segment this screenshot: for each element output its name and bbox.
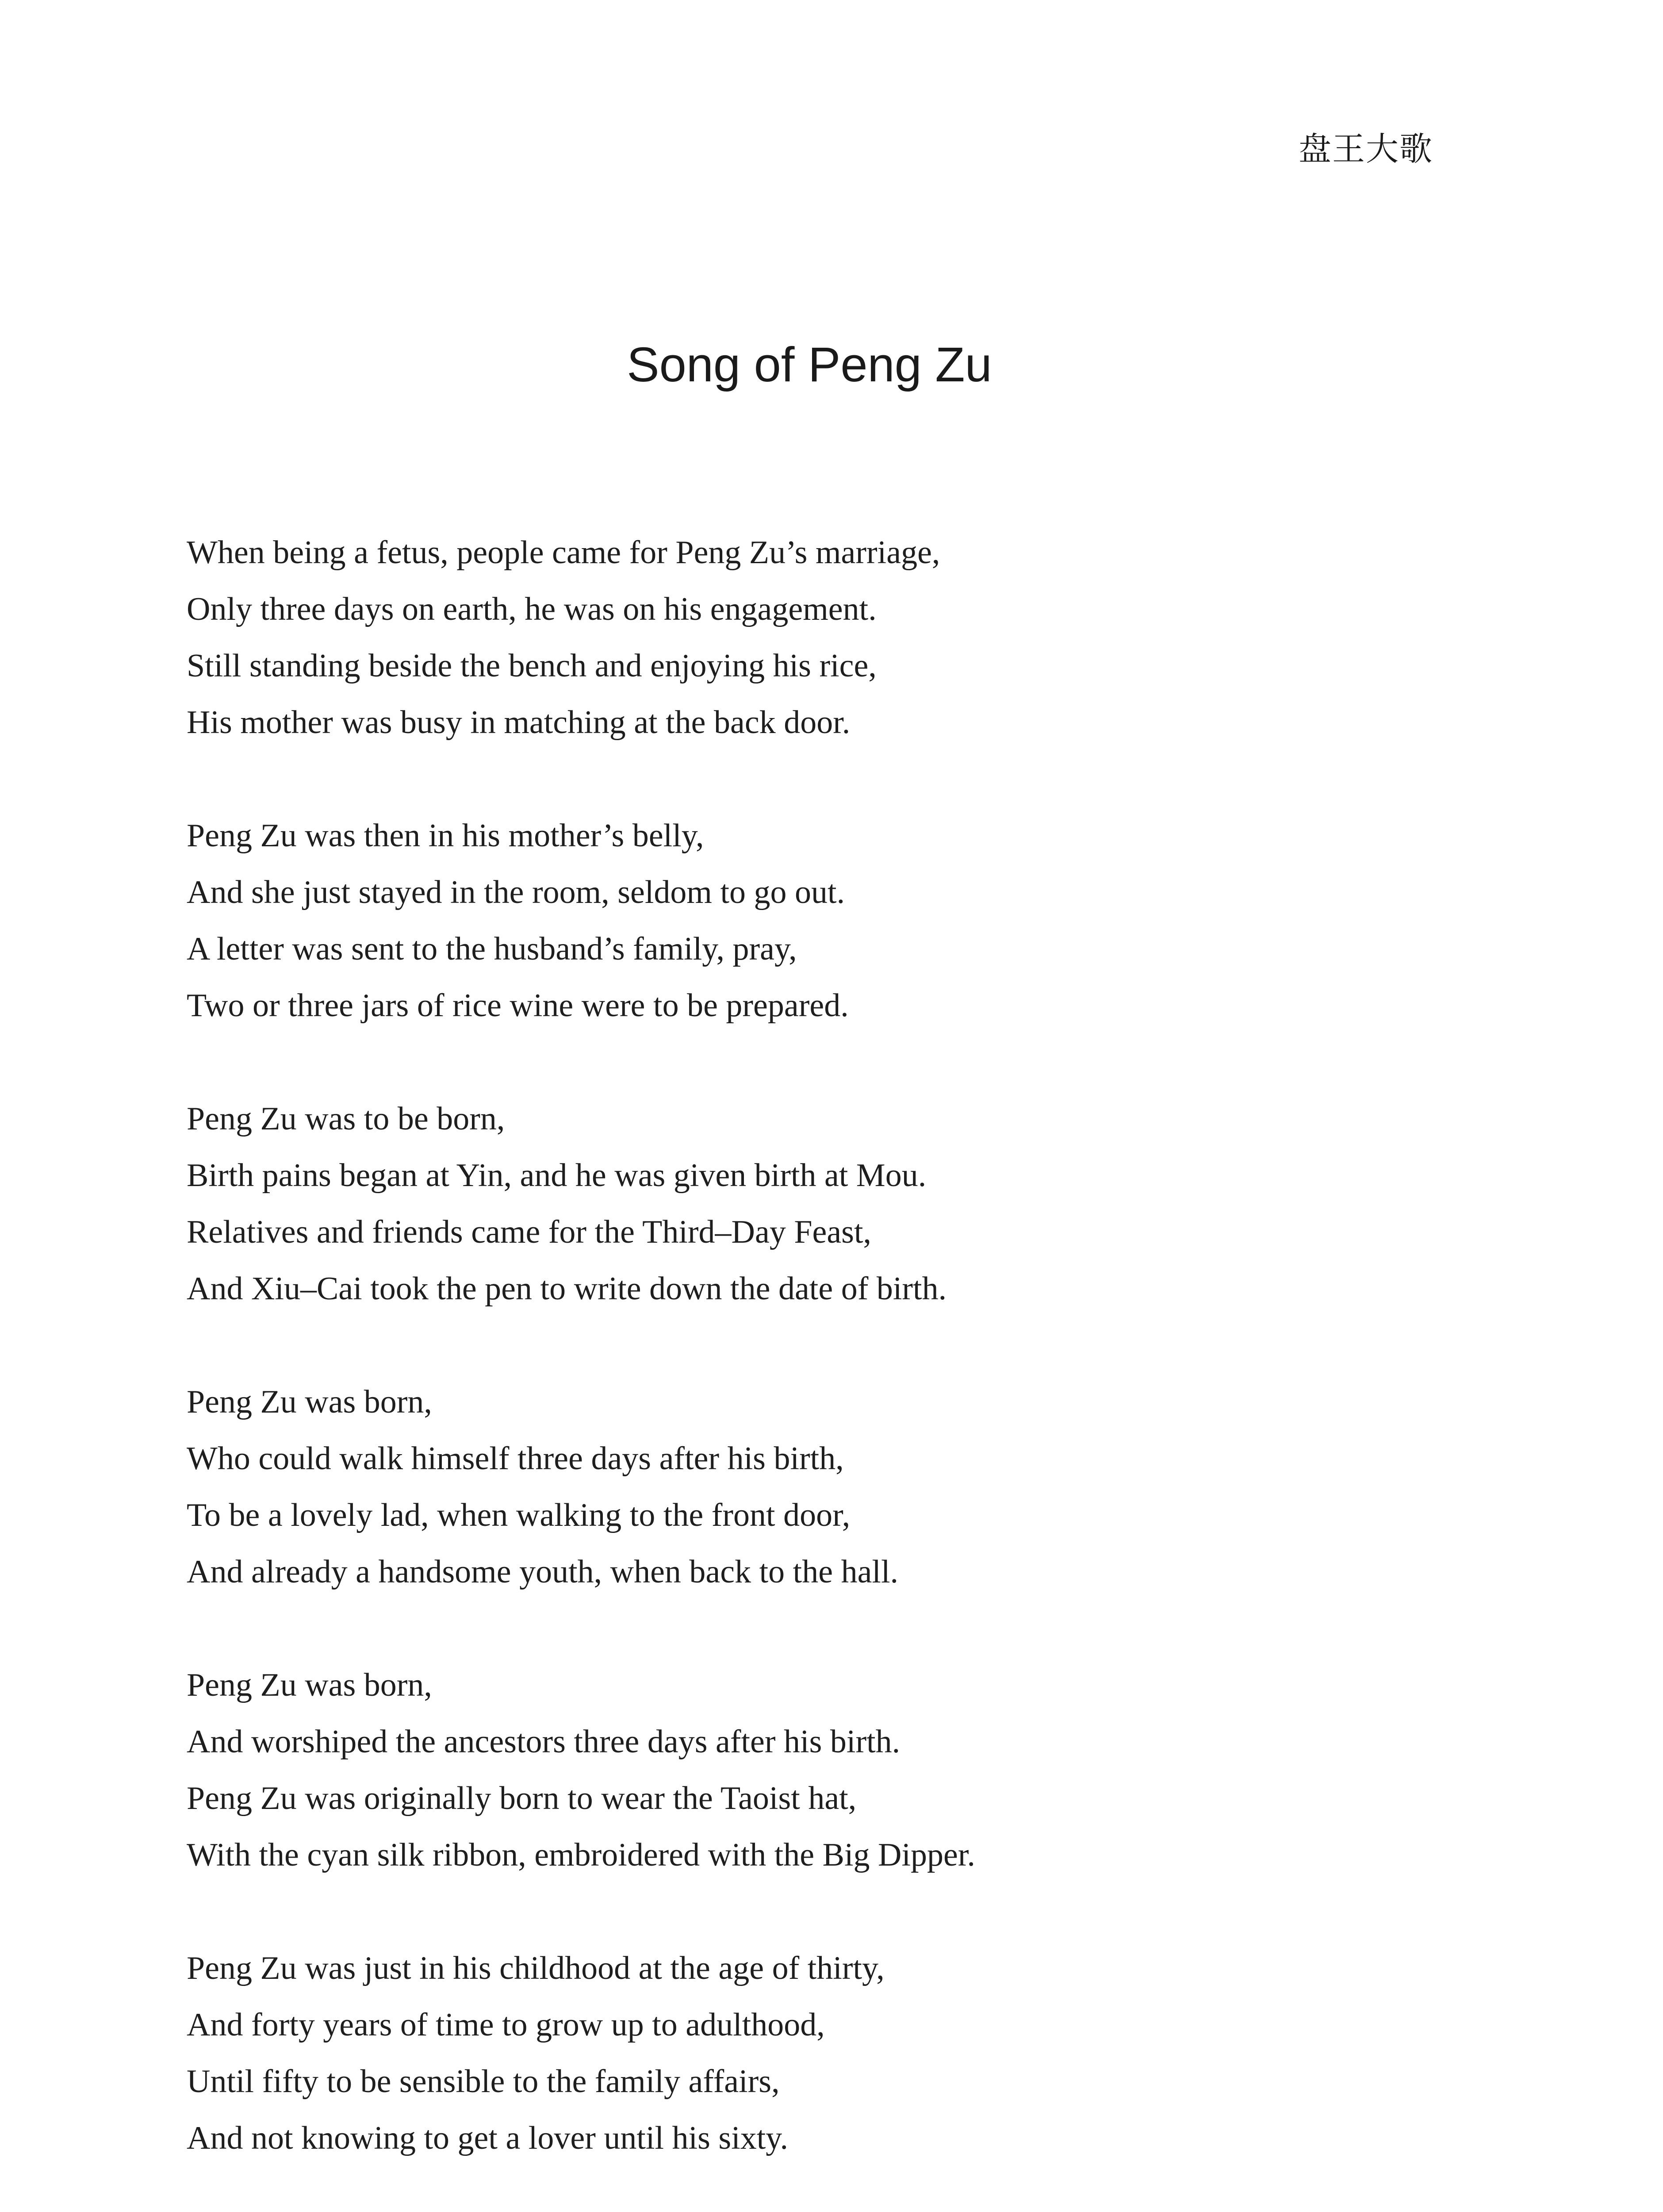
poem-line: His mother was busy in matching at the back door.	[187, 704, 851, 741]
running-header: 盘王大歌	[1299, 130, 1433, 168]
poem-line: And not knowing to get a lover until his sixty.	[187, 2120, 789, 2156]
poem-title: Song of Peng Zu	[627, 338, 992, 392]
stanza	[187, 1091, 1381, 1317]
poem-body	[187, 524, 1381, 2166]
poem-line: Until fifty to be sensible to the family affairs,	[187, 2063, 780, 2100]
poem-line: Still standing beside the bench and enjoying his rice,	[187, 648, 877, 684]
poem-line: A letter was sent to the husband’s family, pray,	[187, 931, 797, 967]
poem-line: Two or three jars of rice wine were to be prepared.	[187, 987, 849, 1024]
poem-line: And Xiu–Cai took the pen to write down the date of birth.	[187, 1271, 947, 1307]
poem-line: Relatives and friends came for the Third–Day Feast,	[187, 1214, 872, 1250]
stanza	[187, 1940, 1381, 2166]
stanza	[187, 807, 1381, 1034]
poem-line: Peng Zu was born,	[187, 1667, 432, 1703]
poem-line: Only three days on earth, he was on his engagement.	[187, 591, 877, 627]
poem-line: Peng Zu was born,	[187, 1384, 432, 1420]
stanza	[187, 1657, 1381, 1883]
poem-line: Peng Zu was originally born to wear the Taoist hat,	[187, 1780, 857, 1816]
poem-line: To be a lovely lad, when walking to the front door,	[187, 1497, 851, 1533]
poem-line: And already a handsome youth, when back to the hall.	[187, 1554, 899, 1590]
poem-line: And forty years of time to grow up to adulthood,	[187, 2007, 825, 2043]
poem-line: Peng Zu was to be born,	[187, 1101, 505, 1137]
poem-line: And she just stayed in the room, seldom to go out.	[187, 874, 845, 910]
stanza	[187, 1374, 1381, 1600]
stanza	[187, 524, 1381, 751]
poem-line: Birth pains began at Yin, and he was given birth at Mou.	[187, 1157, 927, 1194]
poem-line: When being a fetus, people came for Peng Zu’s marriage,	[187, 534, 940, 571]
poem-line: And worshiped the ancestors three days after his birth.	[187, 1724, 900, 1760]
poem-line: Who could walk himself three days after his birth,	[187, 1440, 844, 1477]
poem-line: Peng Zu was just in his childhood at the age of thirty,	[187, 1950, 885, 1986]
poem-line: Peng Zu was then in his mother’s belly,	[187, 818, 704, 854]
poem-line: With the cyan silk ribbon, embroidered with the Big Dipper.	[187, 1837, 975, 1873]
